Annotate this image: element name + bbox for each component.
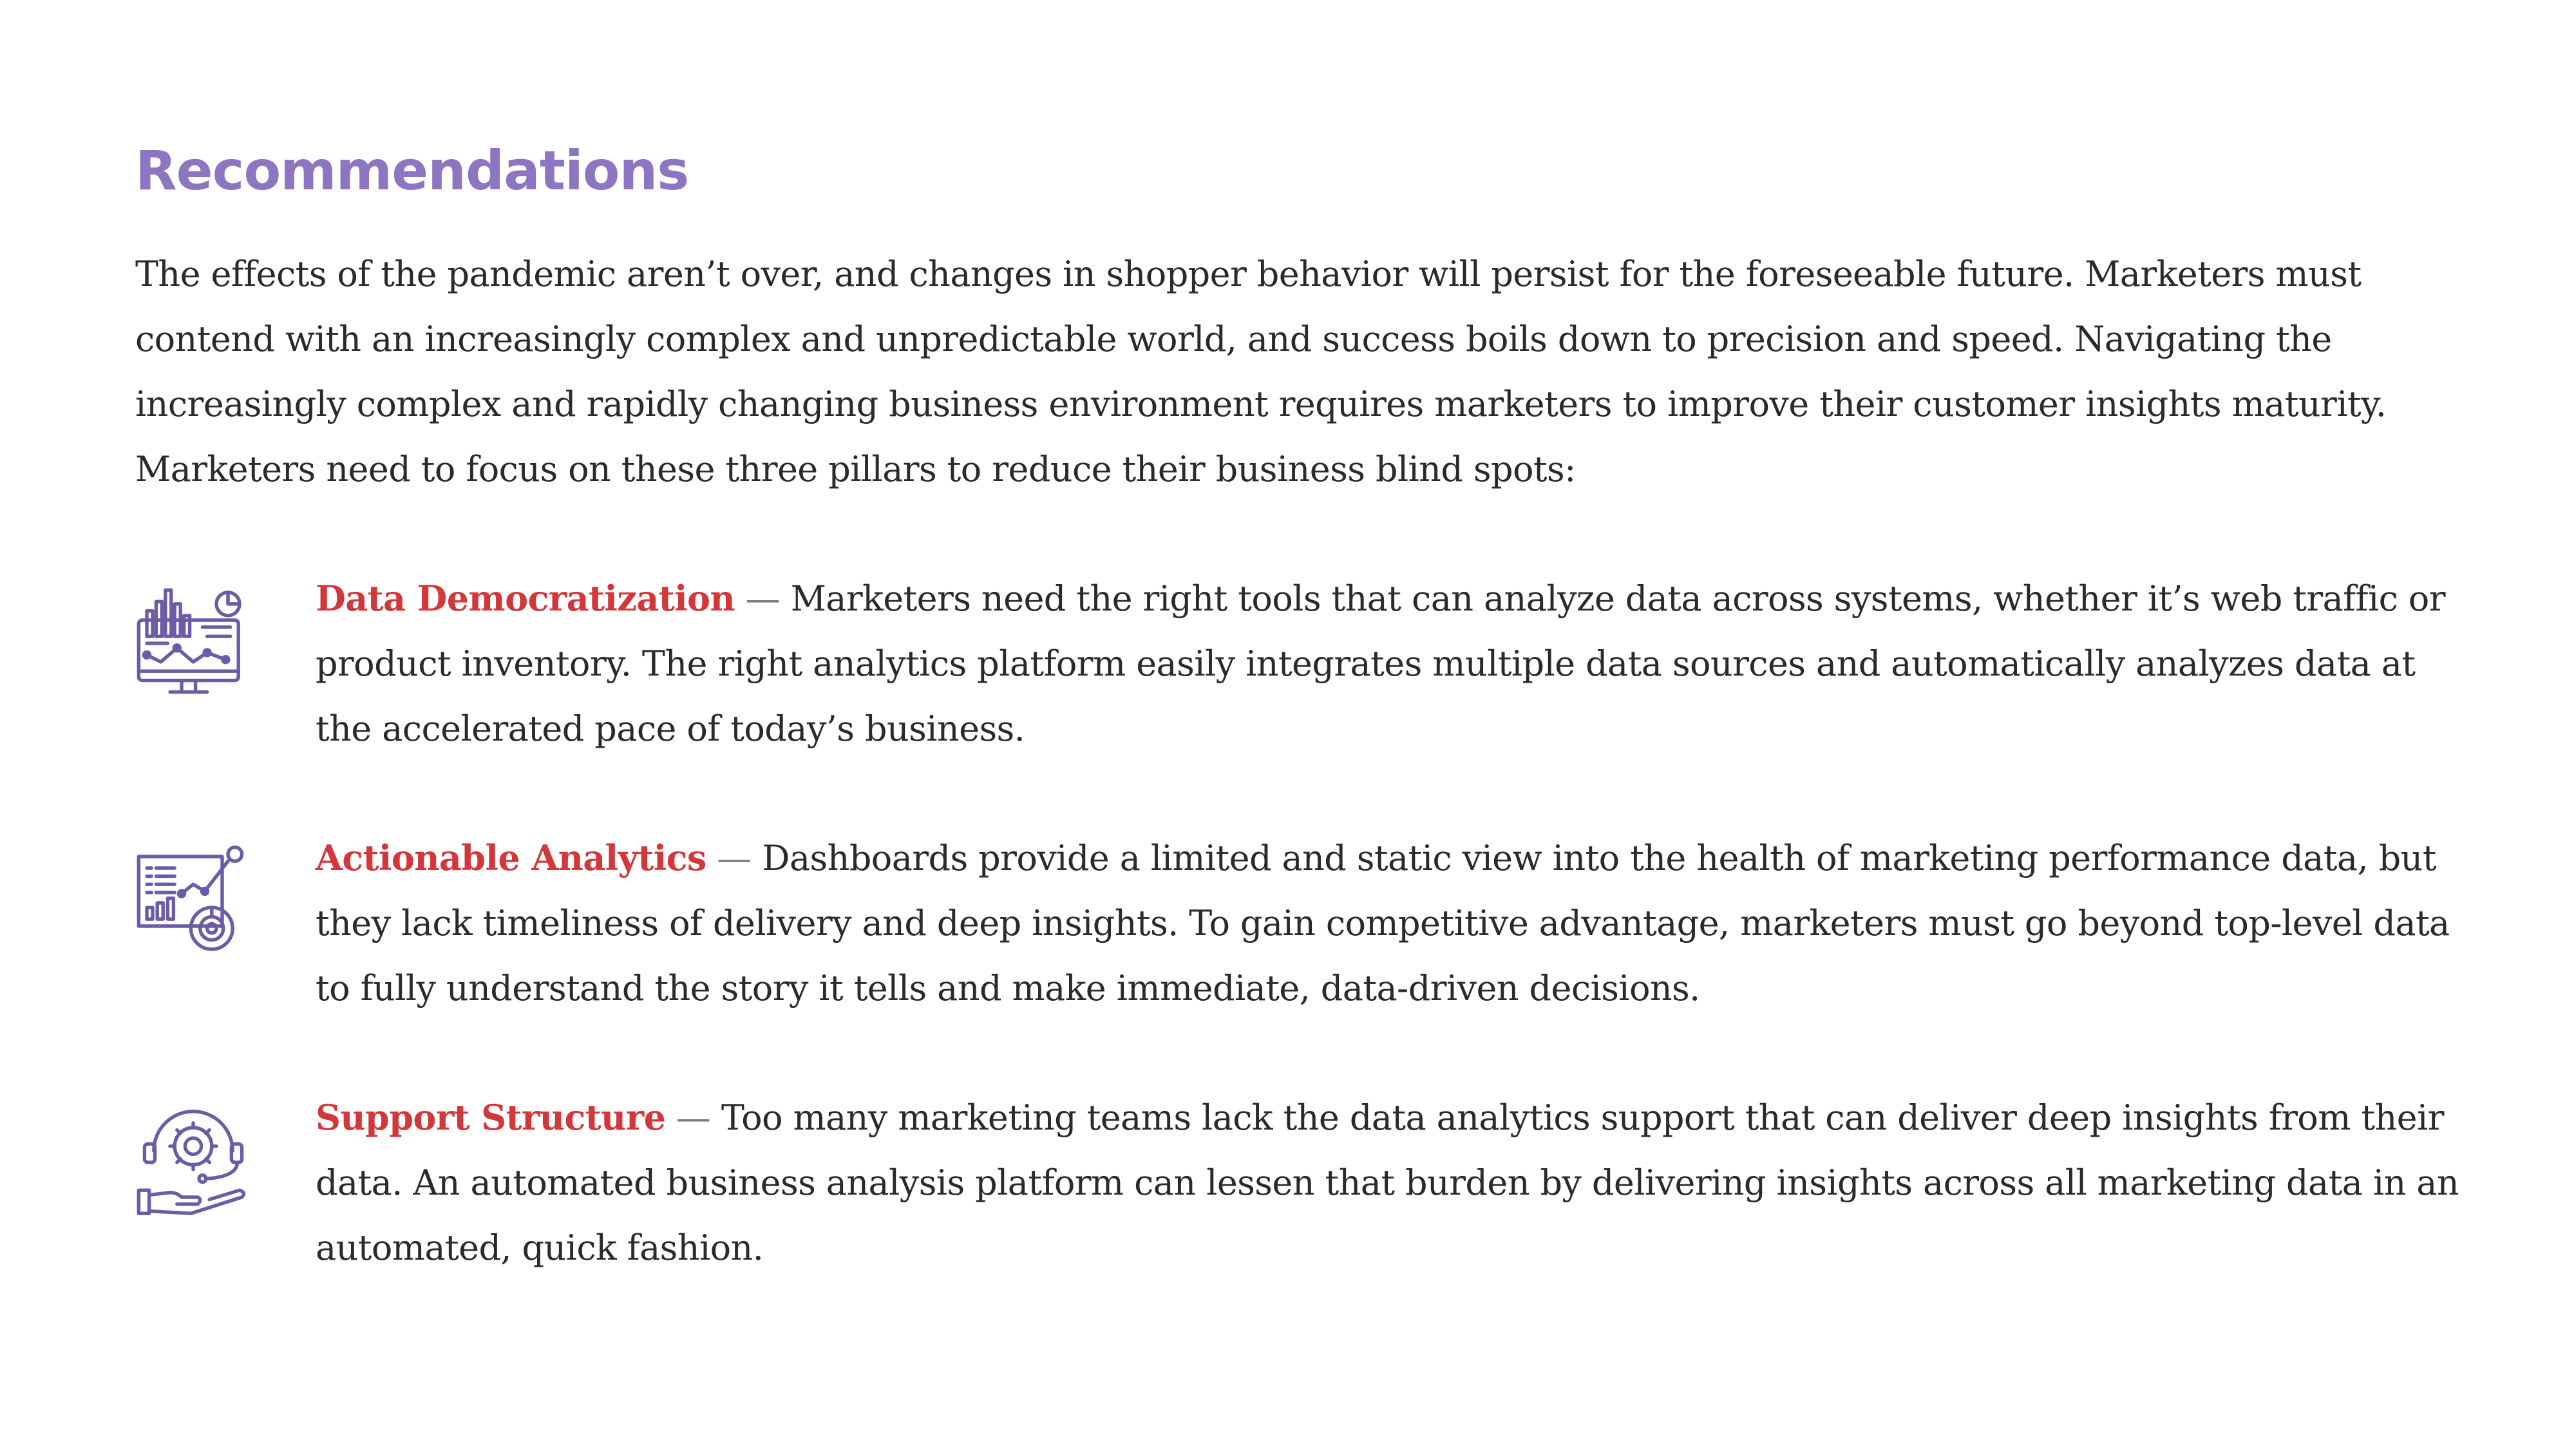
pillar-text [316, 566, 2479, 761]
pillar-actionable-analytics [135, 826, 2479, 1021]
pillar-data-democratization [135, 566, 2479, 761]
pillar-body: Marketers need the right tools that can analyze data across systems, whether it’s web traffic or product inventory. The right analytics platform easily integrates multiple data sources and automatically analyzes data at the accelerated pace of today’s business. [316, 578, 2445, 749]
separator-dash: — [706, 838, 762, 878]
support-hand-gear-icon [135, 1104, 251, 1227]
separator-dash: — [735, 578, 791, 619]
pillar-body: Dashboards provide a limited and static view into the health of marketing performance data, but they lack timeliness of delivery and deep insights. To gain competitive advantage, marketers must go beyond top-level data to fully understand the story it tells and make immediate, data-driven decisions. [316, 838, 2450, 1009]
pillar-title: Support Structure [316, 1097, 666, 1138]
pillar-title: Actionable Analytics [316, 837, 706, 878]
recommendations-section [135, 132, 2479, 1280]
pillar-text [316, 1085, 2479, 1280]
pillar-text [316, 826, 2479, 1021]
dashboard-monitor-icon [135, 585, 251, 708]
page-title: Recommendations [135, 139, 689, 202]
pillar-support-structure [135, 1085, 2479, 1280]
intro-paragraph: The effects of the pandemic aren’t over, and changes in shopper behavior will persist for the foreseeable future. Marketers must contend with an increasingly complex and unpredictable world, and success boils down to precision and speed. Navigating the increasingly complex and rapidly changing business environment requires marketers to improve their customer insights maturity. Marketers need to focus on these three pillars to reduce their business blind spots: [135, 254, 2387, 489]
pillar-title: Data Democratization [316, 578, 735, 619]
separator-dash: — [665, 1097, 721, 1138]
analytics-report-icon [135, 845, 251, 967]
pillar-body: Too many marketing teams lack the data analytics support that can deliver deep insights from their data. An automated business analysis platform can lessen that burden by delivering insights across all marketing data in an automated, quick fashion. [316, 1097, 2459, 1268]
